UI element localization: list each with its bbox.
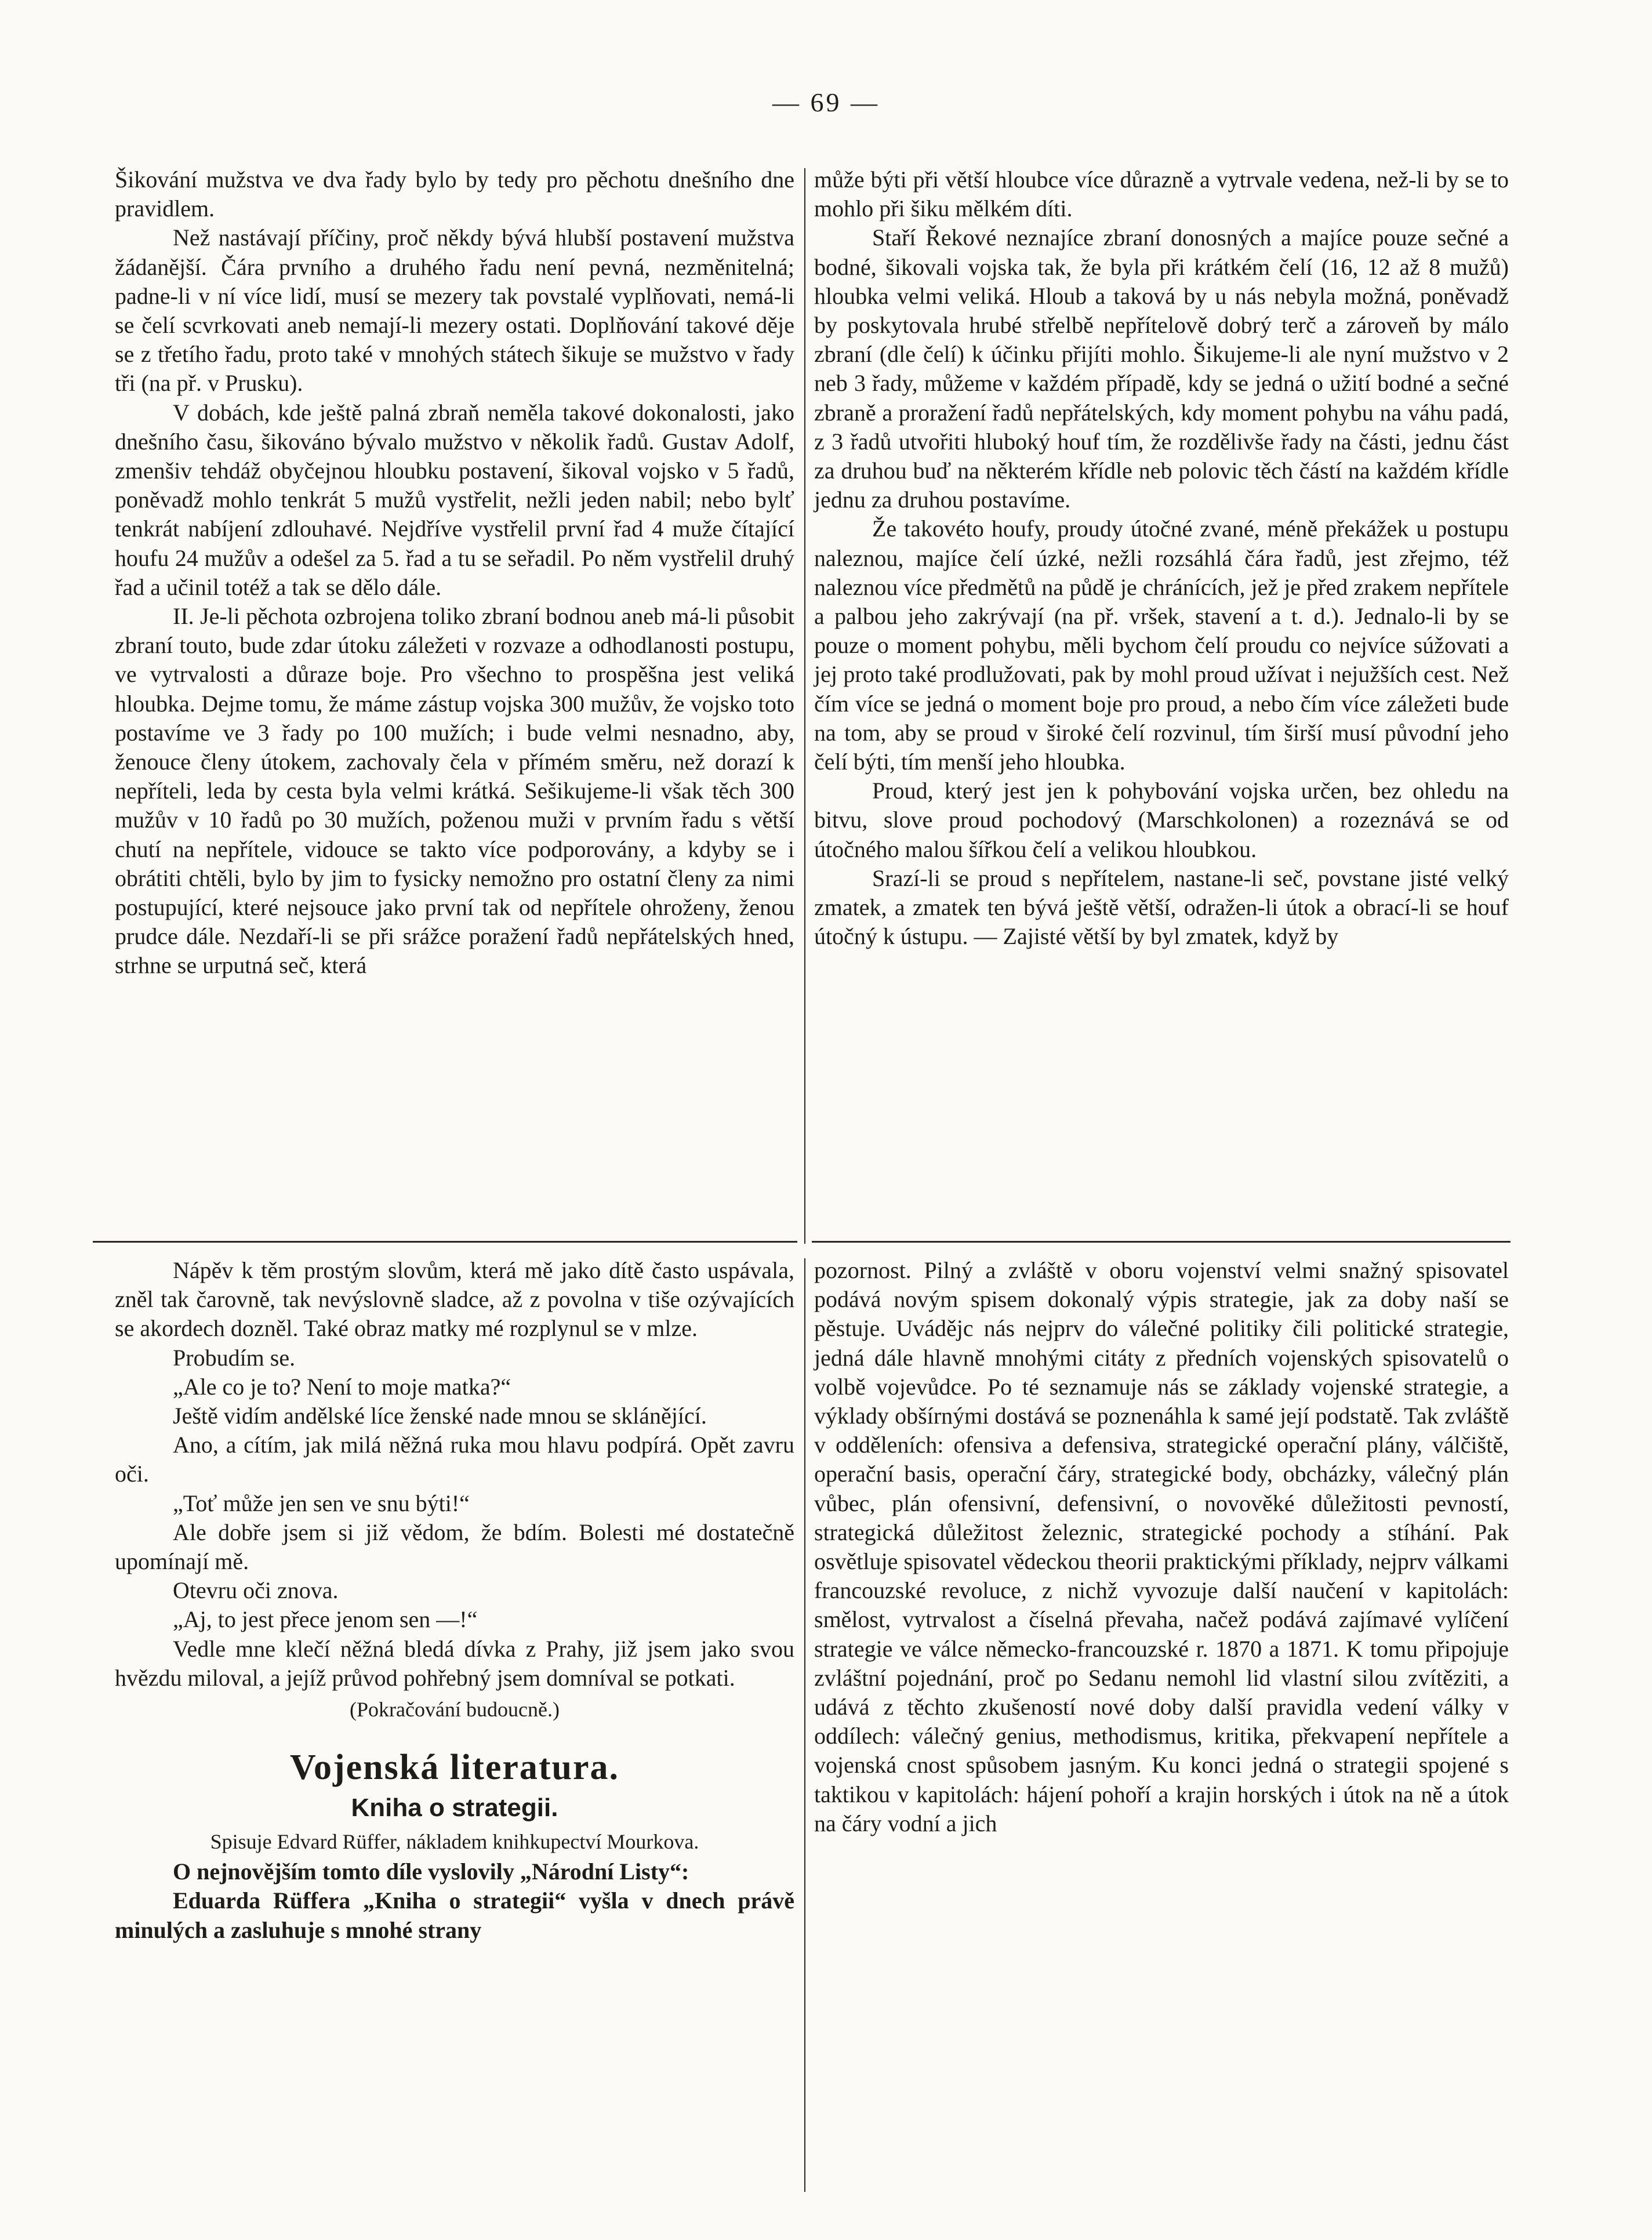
column-divider-top — [804, 168, 805, 1244]
paragraph: II. Je-li pěchota ozbrojena toliko zbraní bodnou aneb má-li působit zbraní touto, bude zdar útoku záležeti v rozvaze a odhodlanosti postupu, ve vytrvalosti a důraze boje. Pro všechno to prospěšna jest veliká hloubka. Dejme tomu, že máme zástup vojska 300 mužův, že vojsko toto postavíme ve 3 řady po 100 mužích; i bude velmi nesnadno, aby, ženouce členy útokem, zachovaly čela v přímém směru, než dorazí k nepříteli, leda by cesta byla velmi krátká. Sešikujeme-li však těch 300 mužův v 10 řadů po 30 mužích, poženou muži v prvním řadu s větší chutí na nepřítele, vidouce se takto více podporovány, a kdyby se i obrátiti chtěli, bylo by jim to fysicky nemožno pro ostatní členy za nimi postupující, které nejsouce jako první tak od nepřítele ohroženy, ženou prudce dále. Nezdaří-li se při srážce poražení řadů nepřátelských hned, strhne se urputná seč, která — [115, 603, 794, 979]
column-divider-bottom — [804, 1258, 805, 2192]
section-divider-left — [93, 1241, 797, 1243]
to-be-continued-note: (Pokračování budoucně.) — [350, 1698, 560, 1722]
paragraph: V dobách, kde ještě palná zbraň neměla takové dokonalosti, jako dnešního času, šikováno bývalo mužstvo v několik řadů. Gustav Adolf, zmenšiv tehdáž obyčejnou hloubku postavení, šikoval vojsko v 5 řadů, poněvadž mohlo tenkrát 5 mužů vystřelit, nežli jeden nabil; nebo bylť tenkrát nabíjení zdlouhavé. Nejdříve vystřelil první řad 4 muže čítající houfu 24 mužův a odešel za 5. řad a tu se seřadil. Po něm vystřelil druhý řad a učinil totéž a tak se dělo dále. — [115, 399, 794, 600]
paragraph: Vedle mne klečí něžná bledá dívka z Prahy, již jsem jako svou hvězdu miloval, a jejíž průvod pohřebný jsem domníval se potkati. — [115, 1635, 794, 1691]
paragraph: Probudím se. — [173, 1344, 296, 1371]
paragraph: může býti při větší hloubce více důrazně a vytrvale vedena, než-li by se to mohlo při šiku mělkém díti. — [814, 166, 1509, 222]
quote-intro: O nejnovějším tomto díle vyslovily „Národní Listy“: — [173, 1858, 689, 1885]
paragraph: pozornost. Pilný a zvláště v oboru vojenství velmi snažný spisovatel podává novým spisem dokonalý výpis strategie, jak za doby naší se pěstuje. Uvádějc nás nejprv do válečné politiky čili politické strategie, jedná dále hlavně mnohými citáty z předních vojenských spisovatelů o volbě vojevůdce. Po té seznamuje nás se základy vojenské strategie, a výklady obšírnými dostává se poznenáhla k samé její podstatě. Tak zvláště v odděleních: ofensiva a defensiva, strategické operační plány, válčiště, operační basis, operační čáry, strategické body, obcházky, válečný plán vůbec, plán ofensivní, defensivní, o novověké důležitosti pevností, strategická důležitost železnic, strategické pochody a stíhání. Pak osvětluje spisovatel vědeckou theorii praktickými příklady, nejprv válkami francouzské revoluce, z nichž vyvozuje další naučení v kapitolách: smělost, vytrvalost a číselná převaha, načež podává zajímavé vylíčení strategie ve válce německo-francouzské r. 1870 a 1871. K tomu připojuje zvláštní pojednání, proč po Sedanu nemohl lid vlastní silou zvítěziti, a udává z těchto zkušeností nové doby další pravidla vedení války v oddílech: válečný genius, methodismus, kritika, překvapení nepřítele a vojenská cnost spůsobem jasným. Ku konci jedná o strategii spojené s taktikou v kapitolách: hájení pohoří a krajin horských i útok na ně a útok na čáry vodní a jich — [814, 1257, 1509, 1836]
paragraph: „Toť může jen sen ve snu býti!“ — [173, 1490, 470, 1516]
paragraph: „Ale co je to? Není to moje matka?“ — [173, 1373, 511, 1400]
paragraph: Proud, který jest jen k pohybování vojska určen, bez ohledu na bitvu, slove proud pochodový (Marschkolonen) a rozeznává se od útočného malou šířkou čelí a velikou hloubkou. — [814, 778, 1509, 862]
section-divider-right — [812, 1241, 1511, 1243]
feuilleton-column-bottom-left — [115, 1256, 794, 1945]
quote-text: Eduarda Rüffera „Kniha o strategii“ vyšla v dnech právě minulých a zasluhuje s mnohé strany — [115, 1887, 794, 1943]
article-column-top-right — [814, 165, 1509, 951]
book-title: Kniha o strategii. — [351, 1794, 558, 1823]
paragraph: Než nastávají příčiny, proč někdy bývá hlubší postavení mužstva žádanější. Čára prvního a druhého řadu není pevná, nezměnitelná; padne-li v ní více lidí, musí se mezery tak povstalé vyplňovati, nemá-li se čelí scvrkovati aneb nemají-li mezery ostati. Doplňování takové děje se z třetího řadu, proto také v mnohých státech šikuje se mužstvo v řady tři (na př. v Prusku). — [115, 224, 794, 397]
paragraph: Šikování mužstva ve dva řady bylo by tedy pro pěchotu dnešního dne pravidlem. — [115, 166, 794, 222]
article-column-top-left — [115, 165, 794, 981]
paragraph: Že takovéto houfy, proudy útočné zvané, méně překážek u postupu naleznou, majíce čelí úzké, nežli rozsáhlá čára řadů, jest zřejmo, též naleznou více předmětů na půdě je chránících, jež je před zrakem nepřítele a palbou jeho zakrývají (na př. vršek, stavení a t. d.). Jednalo-li by se pouze o moment pohybu, měli bychom čelí proudu co nejvíce súžovati a jej proto také prodlužovati, pak by mohl proud užívat i nejužších cest. Než čím více se jedná o moment boje pro proud, a nebo čím více záležeti bude na tom, aby se proud v široké čelí rozvinul, tím širší musí původní jeho čelí býti, tím menší jeho hloubka. — [814, 515, 1509, 775]
section-heading: Vojenská literatura. — [289, 1748, 620, 1788]
paragraph: Nápěv k těm prostým slovům, která mě jako dítě často uspávala, zněl tak čarovně, tak nevýslovně sladce, až z povolna v tiše ozývajících se akordech dozněl. Také obraz matky mé rozplynul se v mlze. — [115, 1257, 794, 1342]
paragraph: Otevru oči znova. — [173, 1577, 339, 1604]
paragraph: Srazí-li se proud s nepřítelem, nastane-li seč, povstane jisté velký zmatek, a zmatek ten bývá ještě větší, odražen-li útok a obrací-li se houf útočný k ústupu. — Zajisté větší by byl zmatek, když by — [814, 865, 1509, 950]
paragraph: Ale dobře jsem si již vědom, že bdím. Bolesti mé dostatečně upomínají mě. — [115, 1519, 794, 1575]
paragraph: „Aj, to jest přece jenom sen —!“ — [173, 1606, 478, 1633]
book-byline: Spisuje Edvard Rüffer, nákladem knihkupectví Mourkova. — [210, 1830, 699, 1854]
page-number: — 69 — — [772, 88, 880, 117]
paragraph: Ano, a cítím, jak milá něžná ruka mou hlavu podpírá. Opět zavru oči. — [115, 1432, 794, 1487]
review-column-bottom-right — [814, 1256, 1509, 1838]
paragraph: Staří Řekové neznajíce zbraní donosných a majíce pouze sečné a bodné, šikovali vojska tak, že byla při krátkém čelí (16, 12 až 8 mužů) hloubka velmi veliká. Hloub a taková by u nás nebyla možná, poněvadž by poskytovala hrubé střelbě nepřítelově dobrý terč a zároveň by málo zbraní (dle čelí) k účinku přijíti mohlo. Šikujeme-li ale nyní mužstvo v 2 neb 3 řady, můžeme v každém případě, kdy se jedná o užití bodné a sečné zbraně a proražení řadů nepřátelských, kdy moment pohybu na váhu padá, z 3 řadů utvořiti hluboký houf tím, že rozdělivše řady na části, jednu část za druhou buď na některém křídle neb polovic těch částí na každém křídle jednu za druhou postavíme. — [814, 224, 1509, 513]
paragraph: Ještě vidím andělské líce ženské nade mnou se sklánějící. — [173, 1403, 707, 1429]
